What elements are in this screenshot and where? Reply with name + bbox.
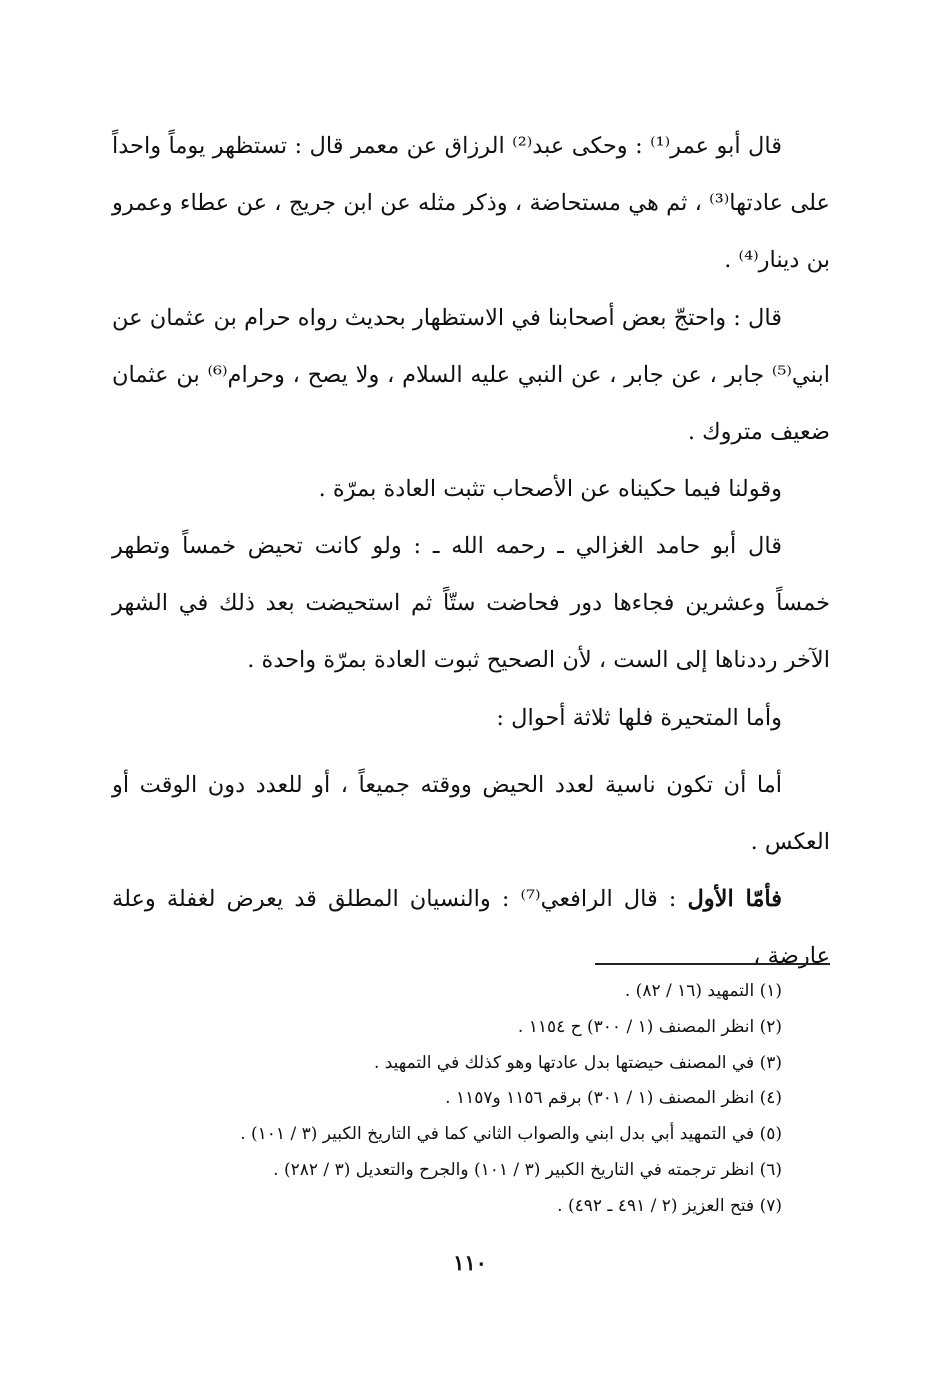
paragraph-istizhar: [112, 290, 830, 461]
footnote-item: (١) التمهيد (١٦ / ٨٢) .: [624, 981, 782, 1001]
page-number: ١١٠: [453, 1250, 487, 1275]
paragraph-three-states: [112, 757, 830, 871]
footnote-item: (٧) فتح العزيز (٢ / ٤٩١ ـ ٤٩٢) .: [557, 1195, 782, 1216]
footnote-item: (٢) انظر المصنف (١ / ٣٠٠) ح ١١٥٤ .: [517, 1016, 782, 1037]
paragraph-text: قال أبو عمر⁽¹⁾ : وحكى عبد⁽²⁾ الرزاق عن معمر قال : تستظهر يوماً واحداً على عادتها⁽³⁾ ، ثم هي مستحاضة ، وذكر مثله عن ابن جريج ، عن عطاء وعمرو بن دينار⁽⁴⁾ .: [112, 133, 830, 273]
paragraph-text: وقولنا فيما حكيناه عن الأصحاب تثبت العادة بمرّة .: [318, 476, 782, 502]
paragraph-ghazali: [112, 518, 830, 689]
paragraph-habit: [112, 461, 830, 518]
paragraph-text: وأما المتحيرة فلها ثلاثة أحوال :: [496, 705, 782, 731]
paragraph-abu-umar: [112, 118, 830, 289]
paragraph-text: : قال الرافعي⁽⁷⁾ : والنسيان المطلق قد يعرض لغفلة وعلة عارضة ،: [112, 886, 830, 969]
footnote-item: (٦) انظر ترجمته في التاريخ الكبير (٣ / ١٠١) والجرح والتعديل (٣ / ٢٨٢) .: [273, 1159, 782, 1180]
footnote-item: (٤) انظر المصنف (١ / ٣٠١) برقم ١١٥٦ و١١٥٧ .: [445, 1088, 782, 1109]
footnotes-list: [150, 974, 782, 1225]
paragraph-text: أما أن تكون ناسية لعدد الحيض ووقته جميعاً ، أو للعدد دون الوقت أو العكس .: [112, 772, 830, 855]
footnote-divider: [595, 963, 830, 965]
paragraph-first-case: [112, 871, 830, 985]
footnote-item: (٥) في التمهيد أبي بدل ابني والصواب الثاني كما في التاريخ الكبير (٣ / ١٠١) .: [240, 1124, 782, 1145]
paragraph-lead: فأمّا الأول: [687, 886, 782, 912]
paragraph-text: قال أبو حامد الغزالي ـ رحمه الله ـ : ولو كانت تحيض خمساً وتطهر خمساً وعشرين فجاءها دور فحاضت ستّاً ثم استحيضت بعد ذلك في الشهر الآخر رددناها إلى الست ، لأن الصحيح ثبوت العادة بمرّة واحدة .: [112, 533, 830, 673]
paragraph-mutahayyira: [112, 690, 830, 747]
footnote-item: (٣) في المصنف حيضتها بدل عادتها وهو كذلك في التمهيد .: [373, 1052, 782, 1073]
paragraph-text: قال : واحتجّ بعض أصحابنا في الاستظهار بحديث رواه حرام بن عثمان عن ابني⁽⁵⁾ جابر ، عن جابر ، عن النبي عليه السلام ، ولا يصح ، وحرام⁽⁶⁾ بن عثمان ضعيف متروك .: [112, 305, 830, 445]
